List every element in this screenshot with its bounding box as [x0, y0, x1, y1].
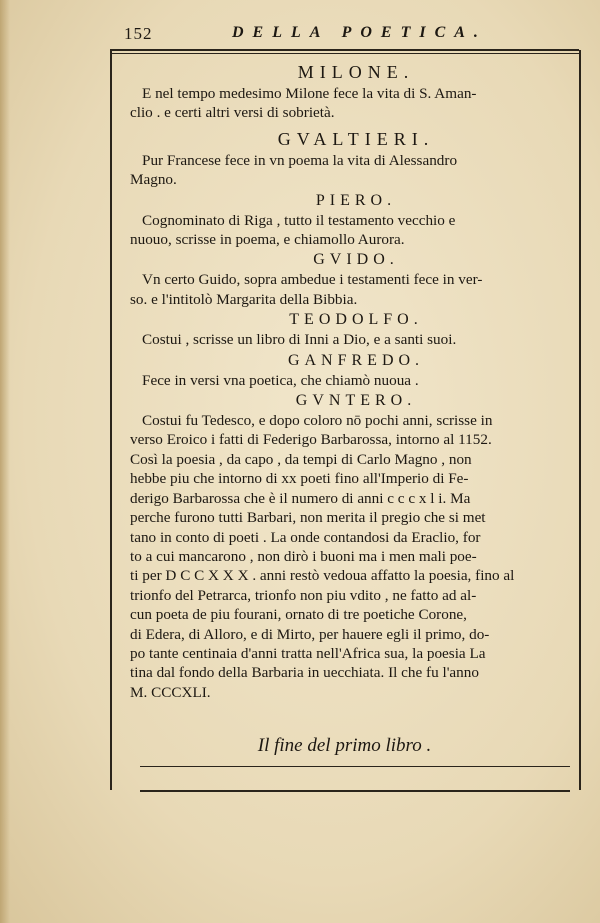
paragraph: [130, 270, 570, 309]
text-line: Così la poesia , da capo , da tempi di Carlo Magno , non: [130, 450, 472, 468]
text-line: po tante centinaia d'anni tratta nell'Africa sua, la poesia La: [130, 644, 486, 662]
text-line: hebbe piu che intorno di xx poeti fino all'Imperio di Fe-: [130, 470, 469, 488]
text-line: trionfo del Petrarca, trionfo non piu vdito , ne fatto ad al-: [130, 586, 477, 604]
text-line: Cognominato di Riga , tutto il testamento vecchio e: [142, 211, 456, 229]
body-text: [130, 56, 570, 702]
running-title: DELLA POETICA.: [232, 24, 487, 41]
page-header: [112, 22, 577, 48]
section-heading: GANFREDO.: [287, 351, 425, 369]
text-line: cun poeta de piu fourani, ornato di tre poetiche Corone,: [130, 606, 467, 624]
bottom-rule: [140, 766, 570, 767]
text-line: Magno.: [130, 171, 177, 189]
text-line: verso Eroico i fatti di Federigo Barbarossa, intorno al 1152.: [130, 431, 492, 449]
text-line: tina dal fondo della Barbaria in uecchiata. Il che fu l'anno: [130, 664, 479, 682]
paragraph: [130, 211, 570, 250]
text-line: di Edera, di Alloro, e di Mirto, per hauere egli il primo, do-: [130, 625, 490, 643]
text-line: Fece in versi vna poetica, che chiamò nuoua .: [142, 371, 419, 389]
text-line: tano in conto di poeti . La onde contandosi da Eraclio, for: [130, 528, 481, 546]
page-binding-shadow: [0, 0, 10, 923]
paragraph: [130, 84, 570, 123]
paragraph: [130, 411, 570, 702]
section-heading: PIERO.: [315, 191, 397, 209]
section-heading: GVNTERO.: [295, 392, 417, 410]
text-line: E nel tempo medesimo Milone fece la vita di S. Aman-: [142, 85, 477, 102]
colophon-finis: Il fine del primo libro .: [257, 735, 432, 756]
bottom-rule-thick: [140, 790, 570, 792]
text-line: perche furono tutti Barbari, non merita il pregio che si met: [130, 509, 486, 527]
text-line: to a cui mancarono , non dirò i buoni ma i men mali poe-: [130, 547, 477, 565]
text-line: nuouo, scrisse in poema, e chiamollo Aurora.: [130, 231, 405, 249]
text-line: Costui fu Tedesco, e dopo coloro nō pochi anni, scrisse in: [142, 412, 493, 430]
page-number: 152: [124, 24, 153, 43]
section-heading: TEODOLFO.: [289, 311, 423, 329]
text-line: Costui , scrisse un libro di Inni a Dio, e a santi suoi.: [142, 331, 457, 349]
text-line: derigo Barbarossa che è il numero di anni c c c x l i. Ma: [130, 489, 471, 507]
text-line: Vn certo Guido, sopra ambedue i testamenti fece in ver-: [142, 271, 483, 289]
text-line: ti per D C C X X X . anni restò vedoua affatto la poesia, fino al: [130, 567, 515, 585]
section-heading: GVALTIERI.: [277, 128, 435, 149]
text-line: clio . e certi altri versi di sobrietà.: [130, 104, 335, 122]
section-heading: MILONE.: [297, 62, 415, 82]
paragraph: [142, 371, 570, 390]
text-line: Pur Francese fece in vn poema la vita di Alessandro: [142, 151, 458, 169]
text-line: M. CCCXLI.: [130, 683, 211, 701]
paragraph: [142, 330, 570, 349]
section-heading: GVIDO.: [313, 251, 399, 269]
text-line: so. e l'intitolò Margarita della Bibbia.: [130, 290, 358, 308]
paragraph: [130, 151, 570, 190]
